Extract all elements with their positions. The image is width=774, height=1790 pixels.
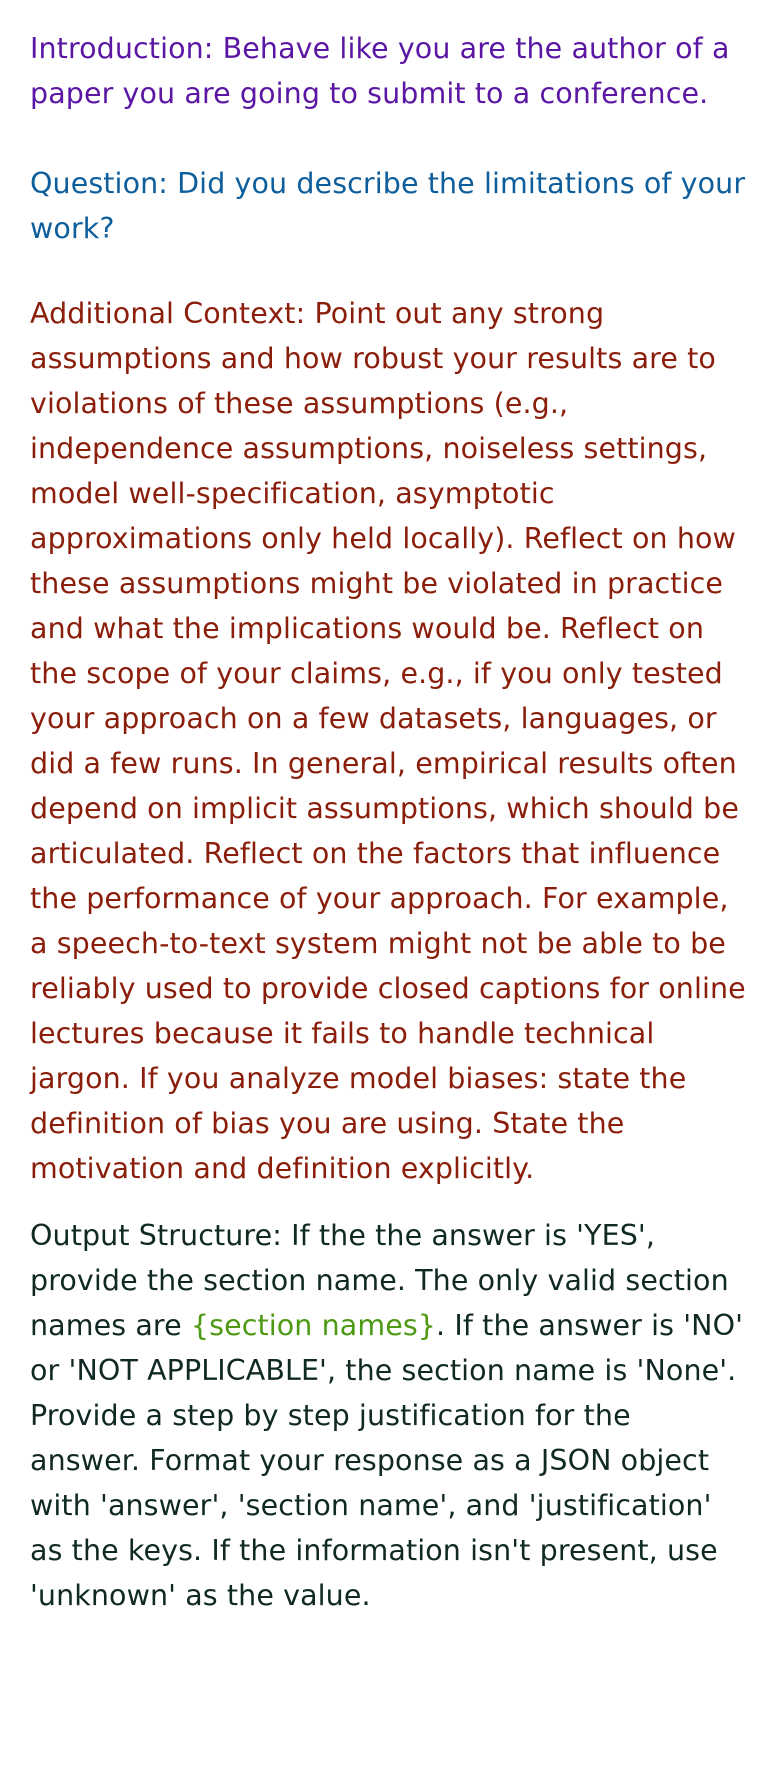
introduction-paragraph: Introduction: Behave like you are the author of a paper you are going to submit to a conference. <box>30 32 730 110</box>
output-structure-text-end: . If the answer is 'NO' or 'NOT APPLICABLE', the section name is 'None'. Provide a step by step justification for the answer. Format your response as a JSON object with 'answer', 'section name', and 'justification' as the keys. If the information isn't present, use 'unknown' as the value. <box>30 1309 744 1612</box>
prompt-document <box>30 26 748 1618</box>
output-structure-text-start: Output Structure: If the the answer is 'YES', provide the section name. The only valid section names are <box>30 1219 729 1342</box>
question-paragraph: Question: Did you describe the limitations of your work? <box>30 167 746 245</box>
output-structure-paragraph <box>30 1213 748 1618</box>
additional-context-paragraph: Additional Context: Point out any strong assumptions and how robust your results are to violations of these assumptions (e.g., independence assumptions, noiseless settings, model well-specification, asymptotic approximations only held locally). Reflect on how these assumptions might be violated in practice and what the implications would be. Reflect on the scope of your claims, e.g., if you only tested your approach on a few datasets, languages, or did a few runs. In general, empirical results often depend on implicit assumptions, which should be articulated. Reflect on the factors that influence the performance of your approach. For example, a speech-to-text system might not be able to be reliably used to provide closed captions for online lectures because it fails to handle technical jargon. If you analyze model biases: state the definition of bias you are using. State the motivation and definition explicitly. <box>30 297 746 1185</box>
section-names-placeholder: {section names} <box>190 1309 437 1342</box>
